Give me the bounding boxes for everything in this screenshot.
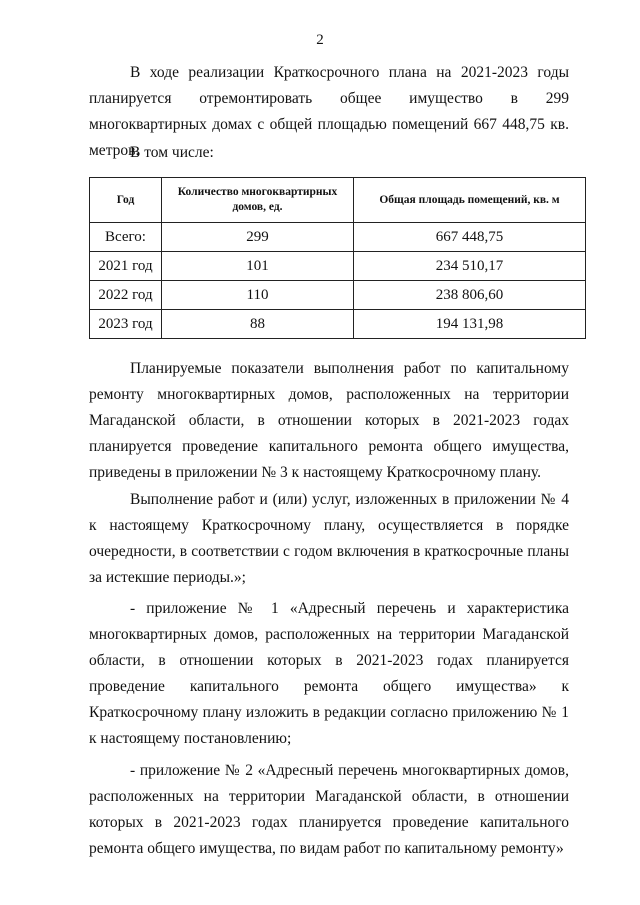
paragraph-execution-order: [89, 487, 569, 591]
header-year: Год: [90, 178, 162, 223]
table-header-row: [90, 178, 586, 223]
paragraph-appendix-1: [89, 596, 569, 752]
paragraph-indicators: [89, 356, 569, 486]
table-row: [90, 252, 586, 281]
cell-year: 2022 год: [90, 281, 162, 310]
cell-area: 667 448,75: [354, 223, 586, 252]
cell-year: 2021 год: [90, 252, 162, 281]
table-row: [90, 223, 586, 252]
cell-area: 234 510,17: [354, 252, 586, 281]
table-row: [90, 281, 586, 310]
cell-year: 2023 год: [90, 310, 162, 339]
paragraph-text: В том числе:: [130, 144, 214, 161]
paragraph-appendix-2: [89, 758, 569, 862]
paragraph-text: - приложение № 1 «Адресный перечень и характеристика многоквартирных домов, расположенных на территории Магаданской области, в отношении которых в 2021-2023 годах планируется проведение капитального ремонта общего имущества» к Краткосрочному плану изложить в редакции согласно приложению № 1 к настоящему постановлению;: [89, 600, 569, 747]
cell-area: 194 131,98: [354, 310, 586, 339]
cell-count: 101: [162, 252, 354, 281]
paragraph-intro: [89, 140, 569, 166]
cell-count: 88: [162, 310, 354, 339]
header-area: Общая площадь помещений, кв. м: [354, 178, 586, 223]
table-row: [90, 310, 586, 339]
repair-stats-table: [89, 177, 585, 339]
cell-count: 299: [162, 223, 354, 252]
paragraph-text: - приложение № 2 «Адресный перечень многоквартирных домов, расположенных на территории Магаданской области, в отношении которых в 2021-2023 годах планируется проведение капитального ремонта общего имущества, по видам работ по капитальному ремонту»: [89, 762, 569, 857]
paragraph-text: Планируемые показатели выполнения работ по капитальному ремонту многоквартирных домов, расположенных на территории Магаданской области, в отношении которых в 2021-2023 годах планируется проведение капитального ремонта общего имущества, приведены в приложении № 3 к настоящему Краткосрочному плану.: [89, 360, 569, 481]
paragraph-text: В ходе реализации Краткосрочного плана на 2021-2023 годы планируется отремонтировать общее имущество в 299 многоквартирных домах с общей площадью помещений 667 448,75 кв. метров.: [89, 64, 569, 159]
cell-year: Всего:: [90, 223, 162, 252]
cell-area: 238 806,60: [354, 281, 586, 310]
paragraph-text: Выполнение работ и (или) услуг, изложенных в приложении № 4 к настоящему Краткосрочному плану, осуществляется в порядке очередности, в соответствии с годом включения в краткосрочные планы за истекшие периоды.»;: [89, 491, 569, 586]
page-number: 2: [316, 32, 324, 48]
cell-count: 110: [162, 281, 354, 310]
header-count: Количество многоквартирных домов, ед.: [162, 178, 354, 223]
